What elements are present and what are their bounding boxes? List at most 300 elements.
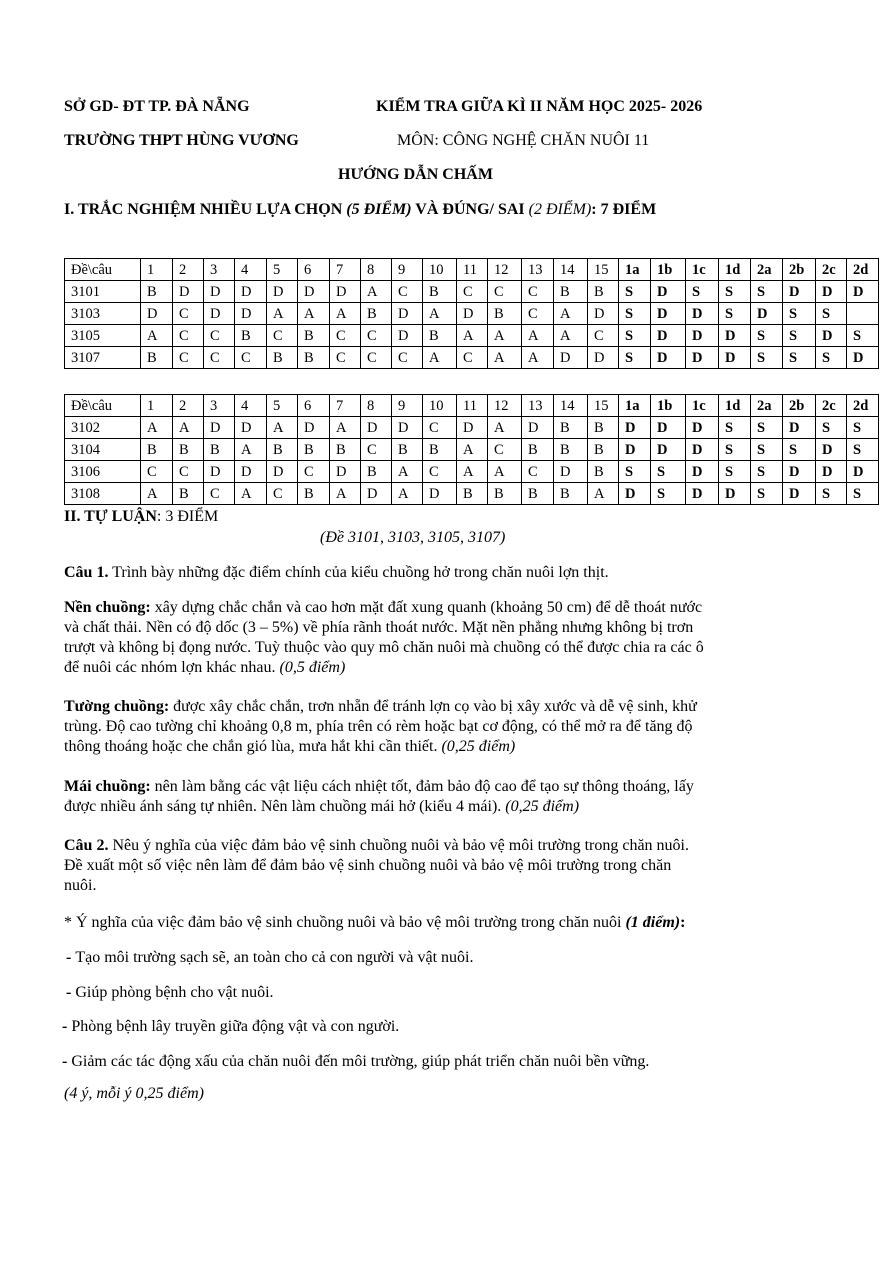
answer-cell: B	[267, 439, 298, 461]
answer-cell: D	[719, 483, 751, 505]
bullet-item	[66, 948, 473, 968]
floor-paragraph	[64, 598, 824, 678]
table-row	[65, 303, 879, 325]
answer-cell: S	[719, 281, 751, 303]
answer-cell: C	[457, 347, 488, 369]
column-header: Đề\câu	[65, 259, 141, 281]
answer-cell: D	[619, 417, 651, 439]
bullet-text: Tạo môi trường sạch sẽ, an toàn cho cả con người và vật nuôi.	[75, 949, 474, 966]
answer-cell: D	[847, 281, 879, 303]
roof-label: Mái chuồng:	[64, 778, 151, 795]
answer-cell: S	[751, 347, 783, 369]
answer-cell: D	[719, 347, 751, 369]
column-header: 1c	[686, 259, 719, 281]
roof-points: (0,25 điểm)	[505, 798, 580, 815]
answer-cell: C	[522, 303, 554, 325]
answer-cell: S	[619, 347, 651, 369]
column-header: 15	[588, 259, 619, 281]
answer-cell: D	[651, 303, 686, 325]
column-header: 4	[235, 395, 267, 417]
column-header: 8	[361, 259, 392, 281]
bullet-item	[66, 983, 274, 1003]
answer-cell: A	[488, 417, 522, 439]
answer-cell: S	[783, 347, 816, 369]
column-header: 2	[173, 259, 204, 281]
document-title: HƯỚNG DẪN CHẤM	[338, 166, 493, 183]
scoring-note: (4 ý, mỗi ý 0,25 điểm)	[64, 1085, 204, 1102]
answer-cell: B	[235, 325, 267, 347]
answer-cell: C	[423, 417, 457, 439]
table-header-row	[65, 259, 879, 281]
column-header: 2a	[751, 395, 783, 417]
answer-cell: B	[267, 347, 298, 369]
column-header: 1a	[619, 259, 651, 281]
answer-cell	[847, 303, 879, 325]
answer-cell: A	[330, 483, 361, 505]
answer-cell: D	[816, 461, 847, 483]
section-1-prefix: I. TRẮC NGHIỆM NHIỀU LỰA CHỌN	[64, 201, 347, 218]
answer-cell: S	[751, 417, 783, 439]
column-header: 13	[522, 259, 554, 281]
answer-cell: C	[204, 325, 235, 347]
meaning-text: * Ý nghĩa của việc đảm bảo vệ sinh chuồng nuôi và bảo vệ môi trường trong chăn nuôi	[64, 914, 626, 931]
answer-cell: B	[522, 439, 554, 461]
answer-cell: B	[423, 439, 457, 461]
answer-cell: C	[173, 461, 204, 483]
answer-cell: S	[816, 347, 847, 369]
question-1-label: Câu 1.	[64, 564, 109, 581]
bullet-mark: -	[66, 949, 76, 966]
exam-code-cell: 3104	[65, 439, 141, 461]
answer-cell: D	[204, 303, 235, 325]
answer-cell: S	[816, 483, 847, 505]
answer-cell: B	[361, 303, 392, 325]
column-header: 13	[522, 395, 554, 417]
answer-cell: C	[457, 281, 488, 303]
roof-paragraph	[64, 777, 824, 817]
answer-cell: D	[392, 303, 423, 325]
answer-cell: A	[141, 417, 173, 439]
answer-cell: D	[619, 483, 651, 505]
answer-cell: B	[298, 325, 330, 347]
answer-cell: D	[423, 483, 457, 505]
table-row	[65, 461, 879, 483]
answer-cell: D	[141, 303, 173, 325]
table-row	[65, 281, 879, 303]
exam-code-cell: 3106	[65, 461, 141, 483]
answer-cell: D	[267, 461, 298, 483]
column-header: 2a	[751, 259, 783, 281]
column-header: 14	[554, 259, 588, 281]
floor-line: xây dựng chắc chắn và cao hơn mặt đất xung quanh (khoảng 50 cm) để dễ thoát nước	[150, 599, 703, 616]
answer-cell: B	[173, 439, 204, 461]
answer-cell: S	[816, 303, 847, 325]
answer-cell: B	[141, 439, 173, 461]
subject-name: MÔN: CÔNG NGHỆ CHĂN NUÔI 11	[397, 132, 650, 149]
floor-points: (0,5 điểm)	[279, 659, 346, 676]
answer-cell: S	[816, 417, 847, 439]
answer-cell: D	[816, 281, 847, 303]
column-header: 12	[488, 259, 522, 281]
answer-cell: D	[457, 303, 488, 325]
answer-cell: D	[651, 347, 686, 369]
answer-cell: C	[361, 325, 392, 347]
answer-cell: D	[457, 417, 488, 439]
column-header: 7	[330, 259, 361, 281]
answer-cell: C	[488, 281, 522, 303]
answer-cell: S	[847, 483, 879, 505]
answer-cell: A	[235, 439, 267, 461]
answer-cell: S	[686, 281, 719, 303]
department-name: SỞ GD- ĐT TP. ĐÀ NẴNG	[64, 98, 250, 115]
answer-cell: D	[361, 417, 392, 439]
meaning-heading	[64, 914, 685, 932]
answer-cell: D	[330, 461, 361, 483]
answer-cell: S	[783, 325, 816, 347]
answer-cell: B	[423, 325, 457, 347]
answer-cell: A	[173, 417, 204, 439]
answer-cell: S	[847, 325, 879, 347]
answer-cell: B	[457, 483, 488, 505]
column-header: 2	[173, 395, 204, 417]
answer-cell: B	[588, 417, 619, 439]
answer-cell: D	[686, 483, 719, 505]
answer-cell: S	[719, 417, 751, 439]
answer-cell: D	[719, 325, 751, 347]
answer-cell: C	[522, 281, 554, 303]
answer-cell: D	[204, 281, 235, 303]
answer-cell: C	[267, 325, 298, 347]
column-header: 11	[457, 259, 488, 281]
answer-cell: B	[554, 439, 588, 461]
answer-cell: C	[588, 325, 619, 347]
table-row	[65, 325, 879, 347]
exam-code-cell: 3101	[65, 281, 141, 303]
bullet-mark: -	[66, 984, 76, 1001]
column-header: 2c	[816, 259, 847, 281]
answer-cell: D	[816, 439, 847, 461]
table-row	[65, 417, 879, 439]
column-header: 2d	[847, 395, 879, 417]
answer-cell: C	[522, 461, 554, 483]
wall-label: Tường chuồng:	[64, 698, 170, 715]
answer-cell: B	[298, 347, 330, 369]
answer-cell: A	[361, 281, 392, 303]
question-1-text: Trình bày những đặc điểm chính của kiểu chuồng hở trong chăn nuôi lợn thịt.	[108, 564, 609, 581]
exam-code-cell: 3105	[65, 325, 141, 347]
column-header: 4	[235, 259, 267, 281]
answer-cell: D	[588, 347, 619, 369]
answer-cell: B	[488, 483, 522, 505]
wall-points: (0,25 điểm)	[441, 738, 516, 755]
meaning-colon: :	[680, 914, 686, 931]
table-row	[65, 483, 879, 505]
exam-code-cell: 3108	[65, 483, 141, 505]
answer-cell: B	[554, 281, 588, 303]
answer-cell: S	[783, 303, 816, 325]
column-header: 3	[204, 259, 235, 281]
answer-cell: A	[330, 417, 361, 439]
answer-cell: D	[204, 417, 235, 439]
table-row	[65, 347, 879, 369]
answer-cell: A	[392, 461, 423, 483]
column-header: 12	[488, 395, 522, 417]
column-header: 14	[554, 395, 588, 417]
answer-cell: D	[686, 325, 719, 347]
answer-table-even	[64, 394, 879, 505]
answer-cell: A	[298, 303, 330, 325]
answer-cell: S	[619, 461, 651, 483]
answer-cell: C	[235, 347, 267, 369]
answer-cell: B	[588, 439, 619, 461]
answer-cell: S	[719, 461, 751, 483]
column-header: 1b	[651, 395, 686, 417]
answer-cell: A	[554, 325, 588, 347]
answer-cell: C	[173, 303, 204, 325]
answer-cell: S	[619, 281, 651, 303]
column-header: 9	[392, 395, 423, 417]
wall-line: thông thoáng hoặc che chắn gió lùa, mưa hắt khi cần thiết.	[64, 738, 442, 755]
bullet-item	[62, 1017, 399, 1037]
answer-cell: D	[847, 461, 879, 483]
answer-cell: C	[330, 325, 361, 347]
answer-cell: S	[619, 303, 651, 325]
answer-cell: S	[719, 303, 751, 325]
answer-cell: A	[588, 483, 619, 505]
answer-cell: D	[554, 347, 588, 369]
answer-cell: B	[141, 347, 173, 369]
column-header: 9	[392, 259, 423, 281]
answer-cell: C	[488, 439, 522, 461]
question-2	[64, 836, 824, 896]
answer-cell: A	[392, 483, 423, 505]
column-header: 1d	[719, 259, 751, 281]
answer-cell: D	[554, 461, 588, 483]
answer-cell: A	[522, 347, 554, 369]
answer-cell: S	[751, 281, 783, 303]
answer-cell: A	[141, 325, 173, 347]
floor-line: và chất thải. Nền có độ dốc (3 – 5%) về phía rãnh thoát nước. Mặt nền phẳng nhưng không bị trơn	[64, 619, 694, 636]
answer-cell: B	[141, 281, 173, 303]
answer-cell: D	[235, 303, 267, 325]
question-2-line: Đề xuất một số việc nên làm để đảm bảo vệ sinh chuồng nuôi và bảo vệ môi trường trong chăn	[64, 857, 672, 874]
answer-cell: B	[330, 439, 361, 461]
bullet-text: Phòng bệnh lây truyền giữa động vật và con người.	[71, 1018, 400, 1035]
answer-cell: B	[173, 483, 204, 505]
question-2-line: nuôi.	[64, 877, 97, 894]
column-header: 11	[457, 395, 488, 417]
column-header: 2b	[783, 259, 816, 281]
answer-cell: D	[298, 417, 330, 439]
answer-cell: B	[423, 281, 457, 303]
answer-cell: D	[235, 417, 267, 439]
answer-cell: D	[751, 303, 783, 325]
column-header: 10	[423, 395, 457, 417]
floor-label: Nền chuồng:	[64, 599, 151, 616]
column-header: 5	[267, 395, 298, 417]
answer-cell: A	[267, 417, 298, 439]
answer-cell: A	[457, 325, 488, 347]
answer-cell: B	[588, 461, 619, 483]
answer-cell: C	[392, 347, 423, 369]
answer-cell: S	[651, 461, 686, 483]
answer-cell: B	[392, 439, 423, 461]
column-header: Đề\câu	[65, 395, 141, 417]
answer-cell: D	[235, 281, 267, 303]
exam-code-cell: 3103	[65, 303, 141, 325]
answer-cell: S	[847, 439, 879, 461]
column-header: 2c	[816, 395, 847, 417]
answer-cell: D	[686, 303, 719, 325]
school-name: TRƯỜNG THPT HÙNG VƯƠNG	[64, 132, 299, 149]
answer-cell: D	[392, 325, 423, 347]
answer-cell: C	[204, 483, 235, 505]
answer-cell: A	[488, 347, 522, 369]
column-header: 3	[204, 395, 235, 417]
answer-cell: D	[204, 461, 235, 483]
question-2-line: Nêu ý nghĩa của việc đảm bảo vệ sinh chuồng nuôi và bảo vệ môi trường trong chăn nuôi.	[108, 837, 689, 854]
exam-code-cell: 3107	[65, 347, 141, 369]
answer-cell: D	[651, 439, 686, 461]
answer-cell: A	[457, 439, 488, 461]
bullet-text: Giảm các tác động xấu của chăn nuôi đến môi trường, giúp phát triển chăn nuôi bền vững.	[71, 1053, 650, 1070]
answer-cell: A	[522, 325, 554, 347]
answer-cell: D	[235, 461, 267, 483]
column-header: 1	[141, 395, 173, 417]
column-header: 8	[361, 395, 392, 417]
answer-cell: D	[651, 281, 686, 303]
answer-cell: D	[588, 303, 619, 325]
answer-cell: C	[204, 347, 235, 369]
question-2-label: Câu 2.	[64, 837, 109, 854]
answer-cell: A	[423, 347, 457, 369]
answer-cell: C	[330, 347, 361, 369]
answer-table-odd	[64, 258, 879, 369]
answer-cell: C	[423, 461, 457, 483]
answer-cell: B	[204, 439, 235, 461]
section-2-heading	[64, 508, 218, 526]
answer-cell: S	[751, 325, 783, 347]
column-header: 1a	[619, 395, 651, 417]
roof-line: được nhiều ánh sáng tự nhiên. Nên làm chuồng mái hở (kiểu 4 mái).	[64, 798, 506, 815]
section-2-versions: (Đề 3101, 3103, 3105, 3107)	[320, 529, 506, 546]
floor-line: trượt và không bị đọng nước. Tuỳ thuộc vào quy mô chăn nuôi mà chuồng có thể được chia ra các ô	[64, 639, 704, 656]
column-header: 1c	[686, 395, 719, 417]
answer-cell: D	[783, 281, 816, 303]
answer-cell: A	[554, 303, 588, 325]
section-1-suffix: : 7 ĐIỂM	[591, 201, 657, 218]
bullet-item	[62, 1052, 649, 1072]
bullet-text: Giúp phòng bệnh cho vật nuôi.	[75, 984, 274, 1001]
answer-cell: D	[361, 483, 392, 505]
answer-cell: D	[783, 461, 816, 483]
answer-cell: D	[330, 281, 361, 303]
section-2-points: : 3 ĐIỂM	[156, 508, 219, 525]
answer-cell: B	[522, 483, 554, 505]
column-header: 15	[588, 395, 619, 417]
answer-cell: D	[298, 281, 330, 303]
answer-cell: D	[522, 417, 554, 439]
answer-cell: D	[783, 417, 816, 439]
answer-cell: S	[751, 461, 783, 483]
bullet-mark: -	[62, 1018, 72, 1035]
answer-cell: C	[173, 347, 204, 369]
answer-cell: B	[298, 483, 330, 505]
column-header: 6	[298, 259, 330, 281]
answer-cell: A	[423, 303, 457, 325]
column-header: 2b	[783, 395, 816, 417]
answer-cell: B	[588, 281, 619, 303]
answer-cell: D	[173, 281, 204, 303]
answer-cell: B	[298, 439, 330, 461]
wall-line: được xây chắc chắn, trơn nhẵn để tránh lợn cọ vào bị xây xước và dễ vệ sinh, khử	[169, 698, 697, 715]
answer-cell: D	[686, 417, 719, 439]
answer-cell: A	[488, 461, 522, 483]
answer-cell: S	[783, 439, 816, 461]
answer-cell: C	[361, 439, 392, 461]
answer-cell: S	[847, 417, 879, 439]
answer-cell: B	[361, 461, 392, 483]
answer-cell: A	[457, 461, 488, 483]
answer-cell: D	[847, 347, 879, 369]
column-header: 5	[267, 259, 298, 281]
answer-cell: C	[267, 483, 298, 505]
answer-cell: C	[173, 325, 204, 347]
wall-line: trùng. Độ cao tường chỉ khoảng 0,8 m, phía trên có rèm hoặc bạt cơ động, có thể mở ra để tăng độ	[64, 718, 693, 735]
column-header: 2d	[847, 259, 879, 281]
answer-cell: A	[235, 483, 267, 505]
answer-cell: A	[488, 325, 522, 347]
question-1	[64, 563, 824, 583]
answer-cell: D	[686, 461, 719, 483]
answer-cell: S	[619, 325, 651, 347]
answer-cell: B	[554, 417, 588, 439]
answer-cell: D	[816, 325, 847, 347]
answer-cell: C	[392, 281, 423, 303]
section-1-tf-points: (2 ĐIỂM)	[528, 201, 592, 218]
answer-cell: D	[619, 439, 651, 461]
section-1-mid: VÀ ĐÚNG/ SAI	[411, 201, 529, 218]
column-header: 6	[298, 395, 330, 417]
roof-line: nên làm bằng các vật liệu cách nhiệt tốt, đảm bảo độ cao để tạo sự thông thoáng, lấy	[150, 778, 694, 795]
answer-cell: D	[651, 417, 686, 439]
answer-cell: S	[719, 439, 751, 461]
answer-cell: B	[554, 483, 588, 505]
column-header: 1	[141, 259, 173, 281]
answer-cell: S	[751, 439, 783, 461]
answer-cell: A	[267, 303, 298, 325]
meaning-points: (1 điểm)	[625, 914, 681, 931]
column-header: 1d	[719, 395, 751, 417]
answer-cell: S	[751, 483, 783, 505]
answer-cell: B	[488, 303, 522, 325]
answer-cell: D	[783, 483, 816, 505]
column-header: 1b	[651, 259, 686, 281]
bullet-mark: -	[62, 1053, 72, 1070]
answer-cell: D	[392, 417, 423, 439]
column-header: 7	[330, 395, 361, 417]
section-1-heading	[64, 201, 656, 219]
answer-cell: D	[651, 325, 686, 347]
section-1-mc-points: (5 ĐIỂM)	[346, 201, 412, 218]
answer-cell: C	[298, 461, 330, 483]
table-row	[65, 439, 879, 461]
section-2-title: II. TỰ LUẬN	[64, 508, 157, 525]
answer-cell: S	[651, 483, 686, 505]
answer-cell: D	[686, 347, 719, 369]
column-header: 10	[423, 259, 457, 281]
wall-paragraph	[64, 697, 824, 757]
